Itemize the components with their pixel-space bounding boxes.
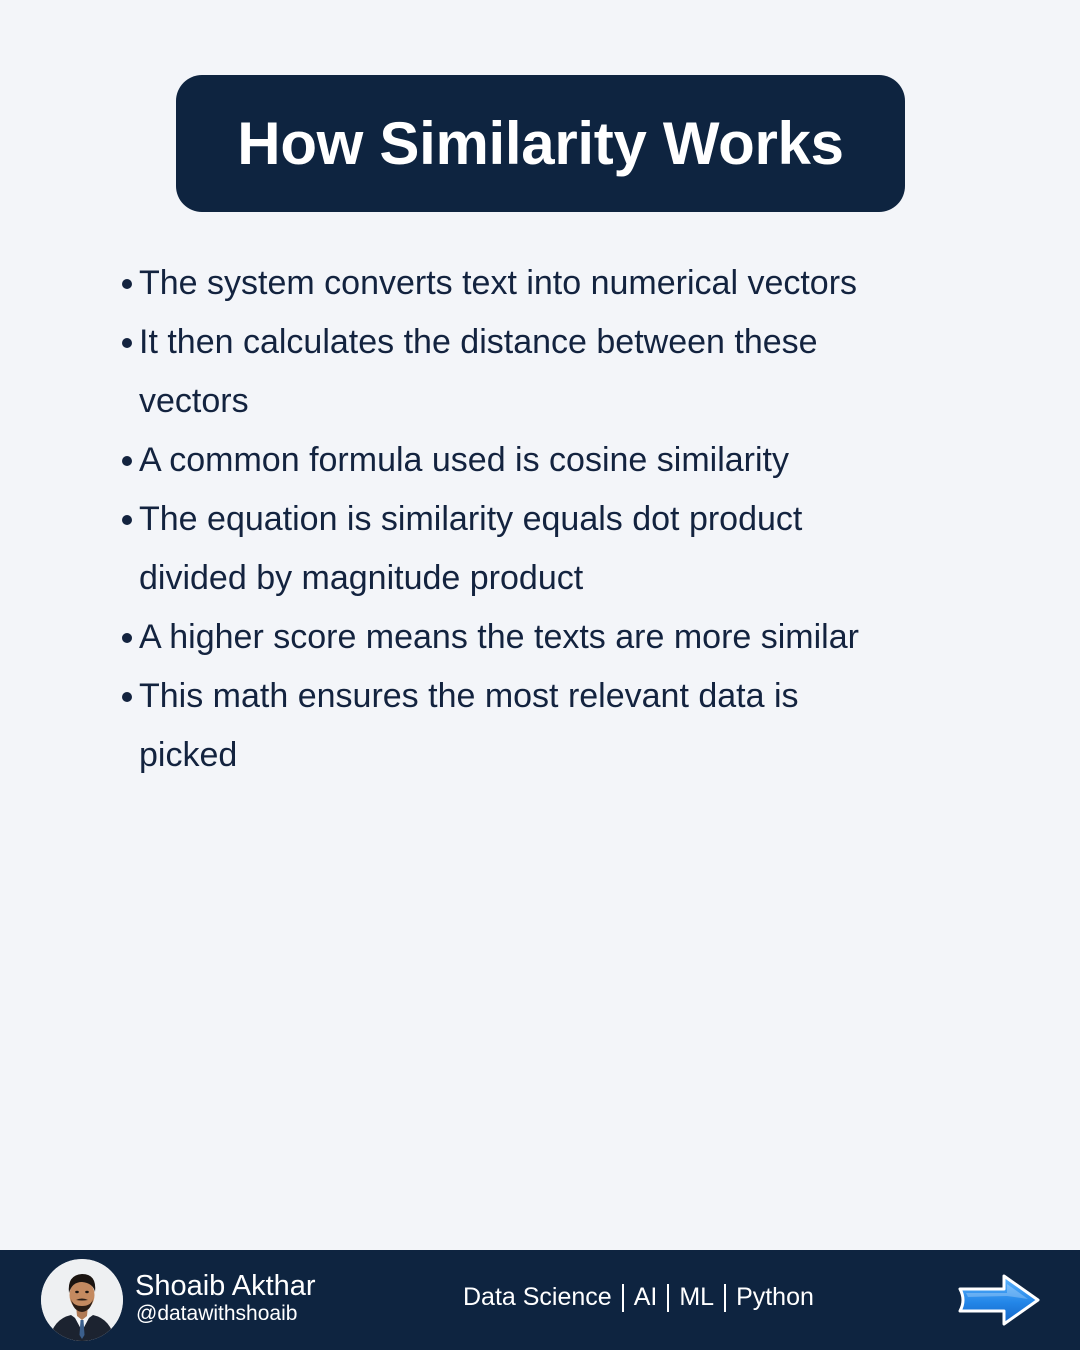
bullet-text: The equation is similarity equals dot product: [139, 500, 803, 538]
bullet-dot-icon: [122, 633, 132, 643]
bullet-text: A higher score means the texts are more similar: [139, 618, 859, 656]
bullet-text-continued: picked: [139, 736, 238, 774]
avatar: [41, 1259, 123, 1341]
topic-tag: Python: [736, 1283, 814, 1311]
title-banner: [176, 75, 905, 212]
bullet-text: A common formula used is cosine similarity: [139, 441, 790, 479]
next-button[interactable]: [956, 1272, 1042, 1328]
topic-tag: Data Science: [463, 1283, 612, 1311]
bullet-item: [122, 667, 982, 785]
bullet-list: [122, 254, 982, 785]
bullet-item: [122, 313, 982, 431]
author-name: Shoaib Akthar: [135, 1270, 316, 1302]
bullet-dot-icon: [122, 515, 132, 525]
author-handle: @datawithshoaib: [136, 1302, 298, 1325]
avatar-portrait-icon: [41, 1259, 123, 1341]
topic-tag: ML: [679, 1283, 715, 1311]
bullet-dot-icon: [122, 692, 132, 702]
bullet-text: This math ensures the most relevant data is: [139, 677, 799, 715]
bullet-dot-icon: [122, 338, 132, 348]
bullet-text: It then calculates the distance between these: [139, 323, 818, 361]
bullet-item: [122, 490, 982, 608]
bullet-text: The system converts text into numerical vectors: [139, 264, 858, 302]
bullet-item: [122, 254, 982, 313]
bullet-text-continued: divided by magnitude product: [139, 559, 584, 597]
bullet-dot-icon: [122, 456, 132, 466]
bullet-dot-icon: [122, 279, 132, 289]
bullet-text-continued: vectors: [139, 382, 249, 420]
bullet-item: [122, 608, 982, 667]
footer-bar: [0, 1250, 1080, 1350]
divider: [622, 1284, 624, 1312]
divider: [667, 1284, 669, 1312]
bullet-item: [122, 431, 982, 490]
arrow-right-icon: [956, 1272, 1042, 1328]
page-title: How Similarity Works: [237, 110, 844, 177]
divider: [724, 1284, 726, 1312]
topic-tags: [463, 1283, 814, 1312]
topic-tag: AI: [633, 1283, 658, 1311]
